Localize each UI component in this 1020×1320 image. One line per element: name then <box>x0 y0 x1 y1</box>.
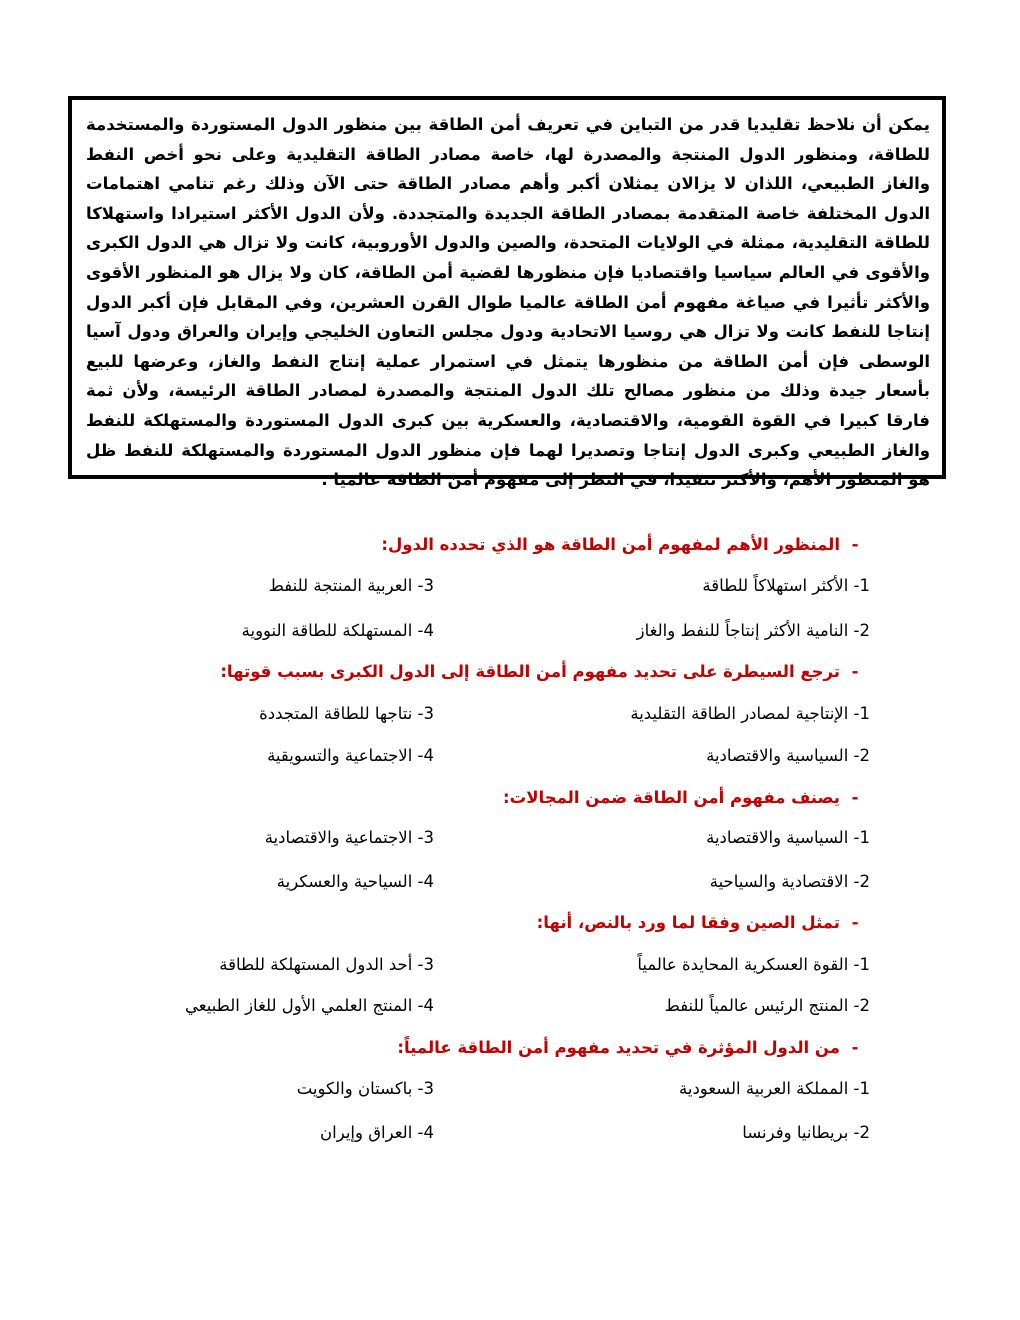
question-3-stem <box>503 786 870 810</box>
question-2-option-3[interactable]: 3- نتاجها للطاقة المتجددة <box>259 704 434 723</box>
question-1-option-2[interactable]: 2- النامية الأكثر إنتاجاً للنفط والغاز <box>636 621 870 640</box>
bullet-dash: - <box>851 913 859 932</box>
question-5-option-3[interactable]: 3- باكستان والكويت <box>296 1079 434 1098</box>
question-4-text: تمثل الصين وفقا لما ورد بالنص، أنها: <box>536 913 840 932</box>
bullet-dash: - <box>851 535 859 554</box>
question-3-text: يصنف مفهوم أمن الطاقة ضمن المجالات: <box>503 788 840 807</box>
question-2-option-4[interactable]: 4- الاجتماعية والتسويقية <box>267 746 434 765</box>
question-4-option-2[interactable]: 2- المنتج الرئيس عالمياً للنفط <box>664 996 870 1015</box>
question-3-option-2[interactable]: 2- الاقتصادية والسياحية <box>709 872 870 891</box>
bullet-dash: - <box>851 788 859 807</box>
question-1-option-4[interactable]: 4- المستهلكة للطاقة النووية <box>241 621 434 640</box>
question-3-option-1[interactable]: 1- السياسية والاقتصادية <box>706 828 870 847</box>
question-5-option-1[interactable]: 1- المملكة العربية السعودية <box>679 1079 870 1098</box>
bullet-dash: - <box>851 1038 859 1057</box>
question-3-option-4[interactable]: 4- السياحية والعسكرية <box>276 872 434 891</box>
reading-passage-text: يمكن أن نلاحظ تقليديا قدر من التباين في تعريف أمن الطاقة بين منظور الدول المستوردة والمستخدمة للطاقة، ومنظور الدول المنتجة والمصدرة لها، خاصة مصادر الطاقة التقليدية وعلى نحو أخص النفط والغاز الطبيعي، اللذان لا يزالان يمثلان أكبر وأهم مصادر الطاقة حتى الآن وذلك رغم تنامي اهتمامات الدول المختلفة خاصة المتقدمة بمصادر الطاقة الجديدة والمتجددة. ولأن الدول الأكثر استيرادا واستهلاكا للطاقة التقليدية، ممثلة في الولايات المتحدة، والصين والدول الأوروبية، كانت ولا تزال هي الدول الكبرى والأقوى في العالم سياسيا واقتصاديا فإن منظورها لقضية أمن الطاقة، كان ولا يزال هو المنظور الأقوى والأكثر تأثيرا في صياغة مفهوم أمن الطاقة عالميا طوال القرن العشرين، وفي المقابل فإن أكبر الدول إنتاجا للنفط كانت ولا تزال هي روسيا الاتحادية ودول مجلس التعاون الخليجي وإيران والعراق ودول آسيا الوسطى فإن أمن الطاقة من منظورها يتمثل في استمرار عملية إنتاج النفط والغاز، وعرضها للبيع بأسعار جيدة وذلك من منظور مصالح تلك الدول المنتجة والمصدرة لمصادر الطاقة الرئيسة، ولأن ثمة فارقا كبيرا في القوة القومية، والاقتصادية، والعسكرية بين كبرى الدول المستوردة والمستهلكة للنفط والغاز الطبيعي وكبرى الدول إنتاجا وتصديرا لهما فإن منظور الدول المستوردة والمستهلكة للنفط ظل هو المنظور الأهم، والأكثر تنفيذا، في النظر إلى مفهوم أمن الطاقة عالميا . <box>86 115 930 490</box>
question-1-stem <box>381 533 870 557</box>
question-2-stem <box>220 660 870 684</box>
question-2-option-2[interactable]: 2- السياسية والاقتصادية <box>706 746 870 765</box>
question-3-option-3[interactable]: 3- الاجتماعية والاقتصادية <box>264 828 434 847</box>
question-2-text: ترجع السيطرة على تحديد مفهوم أمن الطاقة إلى الدول الكبرى بسبب قوتها: <box>220 662 840 681</box>
question-5-option-2[interactable]: 2- بريطانيا وفرنسا <box>742 1123 870 1142</box>
reading-passage-box <box>68 96 946 490</box>
bullet-dash: - <box>851 662 859 681</box>
question-5-stem <box>397 1036 870 1060</box>
question-1-text: المنظور الأهم لمفهوم أمن الطاقة هو الذي تحدده الدول: <box>381 535 840 554</box>
question-1-option-1[interactable]: 1- الأكثر استهلاكاً للطاقة <box>702 576 870 595</box>
question-4-stem <box>537 911 870 935</box>
question-4-option-1[interactable]: 1- القوة العسكرية المحايدة عالمياً <box>637 955 870 974</box>
question-1-option-3[interactable]: 3- العربية المنتجة للنفط <box>268 576 434 595</box>
question-5-option-4[interactable]: 4- العراق وإيران <box>320 1123 434 1142</box>
question-2-option-1[interactable]: 1- الإنتاجية لمصادر الطاقة التقليدية <box>630 704 870 723</box>
question-4-option-4[interactable]: 4- المنتج العلمي الأول للغاز الطبيعي <box>185 996 434 1015</box>
question-4-option-3[interactable]: 3- أحد الدول المستهلكة للطاقة <box>219 955 434 974</box>
question-5-text: من الدول المؤثرة في تحديد مفهوم أمن الطاقة عالمياً: <box>397 1038 840 1057</box>
